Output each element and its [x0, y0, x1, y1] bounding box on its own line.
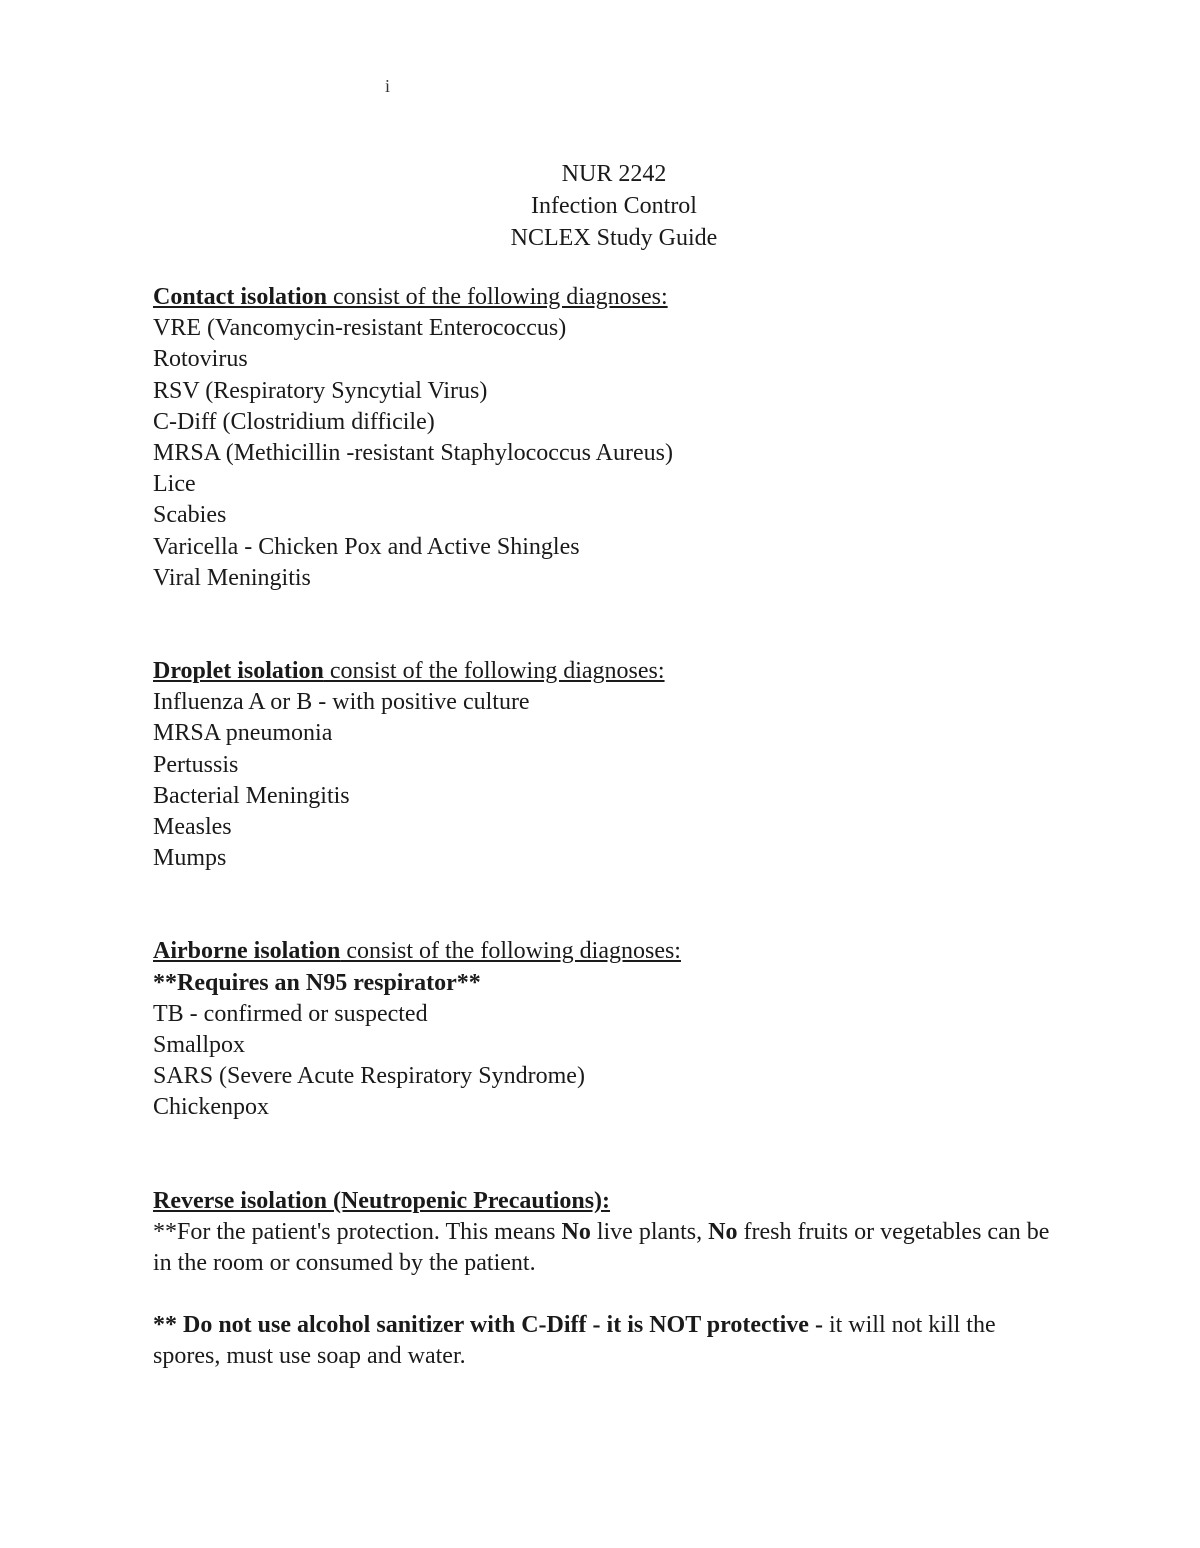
- no-emphasis: No: [561, 1218, 591, 1245]
- section-spacer: [153, 594, 1053, 656]
- list-item: Pertussis: [153, 751, 239, 778]
- document-subtitle: NCLEX Study Guide: [510, 225, 718, 251]
- airborne-isolation-section: [153, 936, 1053, 1123]
- section-spacer: [153, 1279, 1053, 1310]
- list-item: Measles: [153, 814, 232, 841]
- droplet-isolation-heading: [153, 656, 1053, 687]
- list-item: Smallpox: [153, 1032, 246, 1059]
- list-item: TB - confirmed or suspected: [153, 1000, 428, 1027]
- list-item: Bacterial Meningitis: [153, 782, 350, 809]
- list-item: RSV (Respiratory Syncytial Virus): [153, 377, 488, 404]
- list-item: Lice: [153, 471, 196, 498]
- list-item: Rotovirus: [153, 346, 248, 373]
- reverse-text-mid: live plants,: [590, 1218, 709, 1245]
- section-spacer: [153, 1124, 1053, 1186]
- list-item: Scabies: [153, 502, 227, 529]
- contact-isolation-heading: [153, 282, 1053, 313]
- contact-isolation-heading-rest: consist of the following diagnoses:: [327, 284, 668, 310]
- droplet-isolation-section: [153, 656, 1053, 874]
- airborne-isolation-heading-rest: consist of the following diagnoses:: [340, 938, 681, 965]
- document-header: [0, 158, 1200, 254]
- list-item: SARS (Severe Acute Respiratory Syndrome): [153, 1063, 585, 1090]
- section-spacer: [153, 874, 1053, 936]
- contact-isolation-section: [153, 282, 1053, 594]
- list-item: Chickenpox: [153, 1094, 269, 1121]
- contact-isolation-label: Contact isolation: [153, 284, 327, 310]
- no-emphasis: No: [708, 1218, 738, 1245]
- droplet-isolation-label: Droplet isolation: [153, 658, 324, 685]
- page-mark: i: [385, 76, 391, 96]
- reverse-isolation-heading: [153, 1186, 1053, 1217]
- list-item: Viral Meningitis: [153, 564, 311, 591]
- course-code: NUR 2242: [561, 161, 667, 187]
- document-body: [153, 282, 1053, 1373]
- c-diff-warning-bold: ** Do not use alcohol sanitizer with C-Diff - it is NOT protective -: [153, 1312, 823, 1339]
- course-topic: Infection Control: [531, 193, 697, 219]
- list-item: Varicella - Chicken Pox and Active Shingles: [153, 533, 580, 560]
- c-diff-warning-normal: it will not kill the spores, must use soap and water.: [153, 1312, 996, 1370]
- reverse-isolation-text: [153, 1217, 1053, 1279]
- list-item: Mumps: [153, 845, 227, 872]
- reverse-isolation-section: [153, 1186, 1053, 1280]
- n95-requirement-note: **Requires an N95 respirator**: [153, 969, 481, 996]
- airborne-isolation-heading: [153, 936, 1053, 967]
- reverse-text-start: **For the patient's protection. This means: [153, 1218, 562, 1245]
- list-item: MRSA (Methicillin -resistant Staphylococcus Aureus): [153, 440, 673, 467]
- airborne-isolation-label: Airborne isolation: [153, 938, 341, 965]
- reverse-isolation-label: Reverse isolation (Neutropenic Precautions):: [153, 1187, 611, 1214]
- list-item: MRSA pneumonia: [153, 720, 333, 747]
- list-item: VRE (Vancomycin-resistant Enterococcus): [153, 315, 567, 342]
- list-item: C-Diff (Clostridium difficile): [153, 408, 435, 435]
- list-item: Influenza A or B - with positive culture: [153, 689, 530, 716]
- c-diff-warning: [153, 1310, 1053, 1372]
- droplet-isolation-heading-rest: consist of the following diagnoses:: [323, 658, 665, 685]
- reverse-text-end: fresh fruits or vegetables can be in the room or consumed by the patient.: [153, 1218, 1050, 1277]
